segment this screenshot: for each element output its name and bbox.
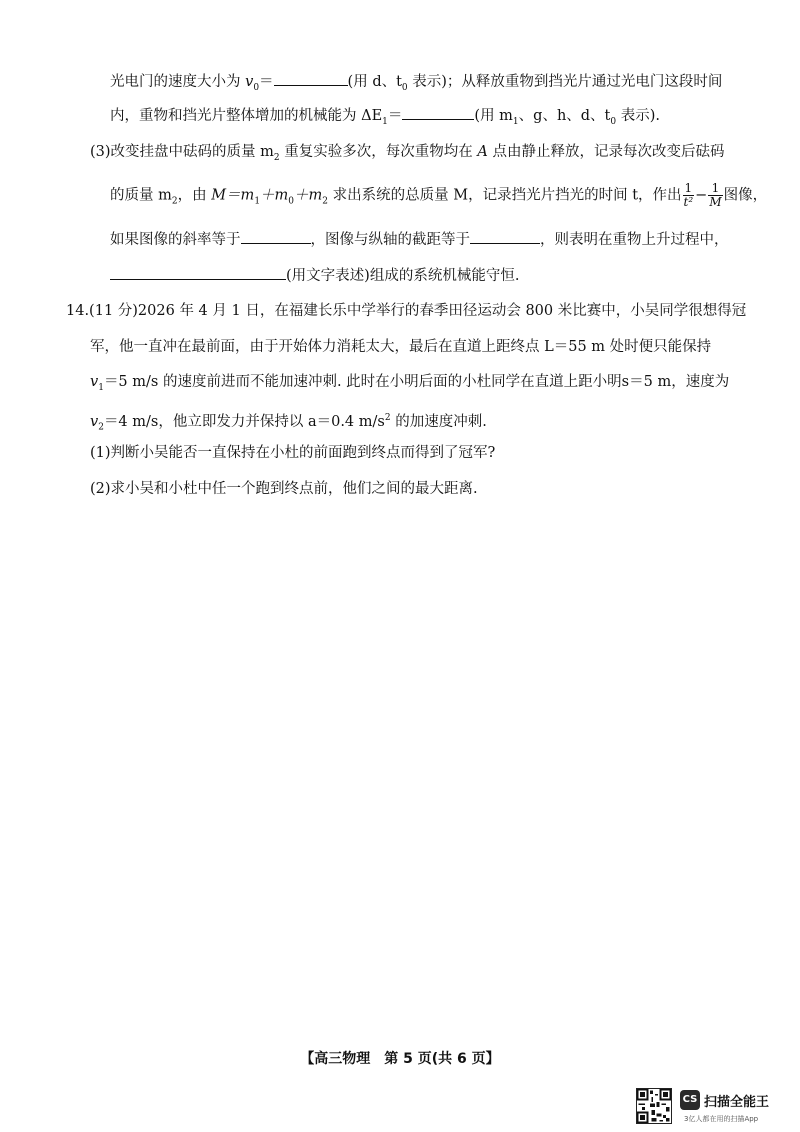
q13-part3-line-1: (3)改变挂盘中砝码的质量 $m_2$ 重复实验多次，每次重物均在 A 点由静止释放，记录每次改变后砝码 — [90, 144, 725, 163]
camscanner-title: 扫描全能王 — [704, 1095, 770, 1110]
answer-blank-v0 — [274, 70, 348, 86]
answer-blank-system — [110, 264, 286, 280]
camscanner-logo: CS — [680, 1090, 700, 1110]
q14-subquestion-1: (1)判断小吴能否一直保持在小杜的前面跑到终点而得到了冠军? — [90, 445, 496, 461]
q13-part3-line-4: (用文字表述)组成的系统机械能守恒. — [110, 264, 519, 286]
q14-line-3: $v_1=5$ m/s 的速度前进而不能加速冲刺. 此时在小明后面的小杜同学在直道上距小明s＝5 m，速度为 — [90, 374, 730, 393]
fraction-1-over-m: $\frac{1}{M}$ — [709, 181, 722, 209]
q13-part3-line-3: 如果图像的斜率等于 ，图像与纵轴的截距等于 ，则表明在重物上升过程中， — [110, 228, 729, 250]
answer-blank-intercept — [470, 228, 540, 244]
q14-line-2: 军，他一直冲在最前面，由于开始体力消耗太大，最后在直道上距终点 L＝55 m 处时便只能保持 — [90, 339, 712, 355]
q14-line-1: 14.(11 分)2026 年 4 月 1 日，在福建长乐中学举行的春季田径运动会 800 米比赛中，小吴同学很想得冠 — [66, 303, 747, 319]
q13-line-1: 光电门的速度大小为 $v_0=$ (用 d、$t_0$ 表示)；从释放重物到挡光片通过光电门这段时间 — [110, 70, 722, 98]
q14-line-4: $v_2=4$ m/s，他立即发力并保持以 a＝0.4 $m/s^2$ 的加速度冲刺. — [90, 413, 487, 433]
answer-blank-delta-e — [402, 104, 474, 120]
answer-blank-slope — [241, 228, 311, 244]
page-footer: 【高三物理 第 5 页(共 6 页】 — [300, 1051, 500, 1067]
camscanner-subtitle: 3亿人都在用的扫描App — [684, 1115, 759, 1123]
q14-subquestion-2: (2)求小吴和小杜中任一个跑到终点前，他们之间的最大距离. — [90, 481, 478, 497]
q13-part3-line-2: 的质量 $m_2$，由 $M=m_1+m_0+m_2$ 求出系统的总质量 M，记录挡光片挡光的时间 t，作出 $\frac{1}{\text{t²}}$ − $\frac{1}{M}$ 图像， — [110, 181, 768, 209]
q13-line-2: 内，重物和挡光片整体增加的机械能为 $\Delta E_1=$ (用 $m_1$、g、h、d、$t_0$ 表示). — [110, 104, 660, 132]
fraction-1-over-t2: $\frac{1}{\text{t²}}$ — [683, 181, 694, 209]
qr-code-icon — [636, 1088, 672, 1124]
